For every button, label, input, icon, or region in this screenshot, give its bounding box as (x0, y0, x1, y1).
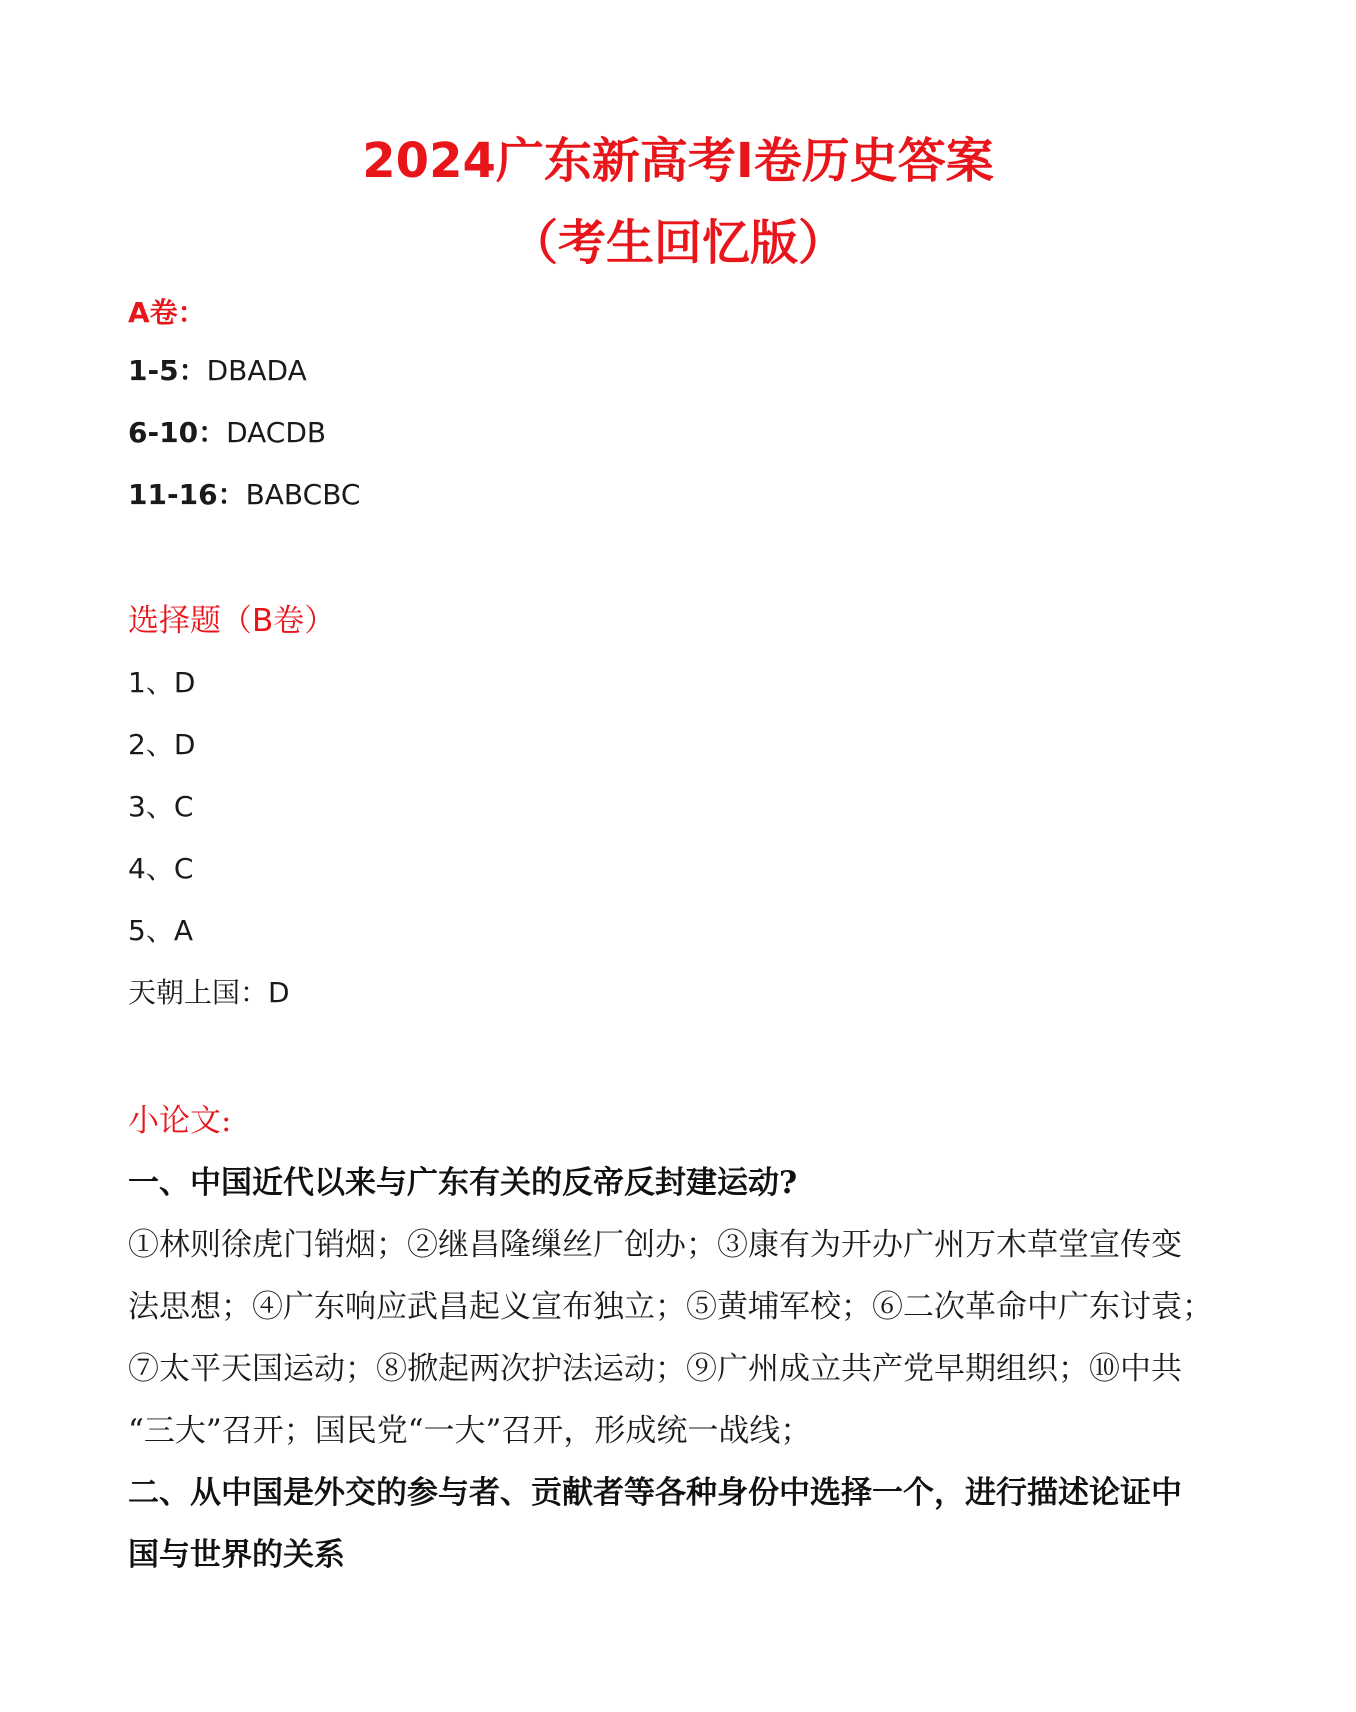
paper-a-heading: A卷： (128, 296, 206, 329)
paper-b-item: 1、D (128, 666, 196, 699)
paper-b-item: 3、C (128, 790, 194, 823)
essay-question-2-line: 国与世界的关系 (128, 1537, 345, 1573)
paper-a-row-label: 6-10： (128, 416, 227, 449)
paper-b-item: 4、C (128, 852, 194, 885)
page-title: 2024广东新高考Ⅰ卷历史答案 (362, 133, 994, 189)
paper-a-row (128, 416, 326, 450)
paper-a-row-label: 11-16： (128, 478, 246, 511)
paper-a-row (128, 478, 360, 512)
paper-a-row-label: 1-5： (128, 354, 207, 387)
paper-b-item: 天朝上国：D (128, 976, 290, 1009)
essay-question-1: 一、中国近代以来与广东有关的反帝反封建运动? (128, 1165, 798, 1201)
essay-answer-1-line: ①林则徐虎门销烟；②继昌隆缫丝厂创办；③康有为开办广州万木草堂宣传变 (128, 1227, 1182, 1263)
paper-a-row-answers: DACDB (226, 416, 327, 449)
essay-answer-1-line: 法思想；④广东响应武昌起义宣布独立；⑤黄埔军校；⑥二次革命中广东讨袁； (128, 1289, 1213, 1325)
essay-answer-1-line: ⑦太平天国运动；⑧掀起两次护法运动；⑨广州成立共产党早期组织；⑩中共 (128, 1351, 1182, 1387)
page-subtitle: （考生回忆版） (509, 215, 846, 271)
paper-b-heading: 选择题（B卷） (128, 603, 336, 639)
paper-b-item: 5、A (128, 914, 193, 947)
paper-b-item: 2、D (128, 728, 196, 761)
essay-answer-1-line: “三大”召开；国民党“一大”召开，形成统一战线； (128, 1413, 812, 1449)
paper-a-row-answers: DBADA (206, 354, 307, 387)
essay-heading: 小论文: (128, 1103, 232, 1139)
essay-question-2-line: 二、从中国是外交的参与者、贡献者等各种身份中选择一个，进行描述论证中 (128, 1475, 1182, 1511)
paper-a-row (128, 354, 307, 388)
paper-a-row-answers: BABCBC (245, 478, 361, 511)
